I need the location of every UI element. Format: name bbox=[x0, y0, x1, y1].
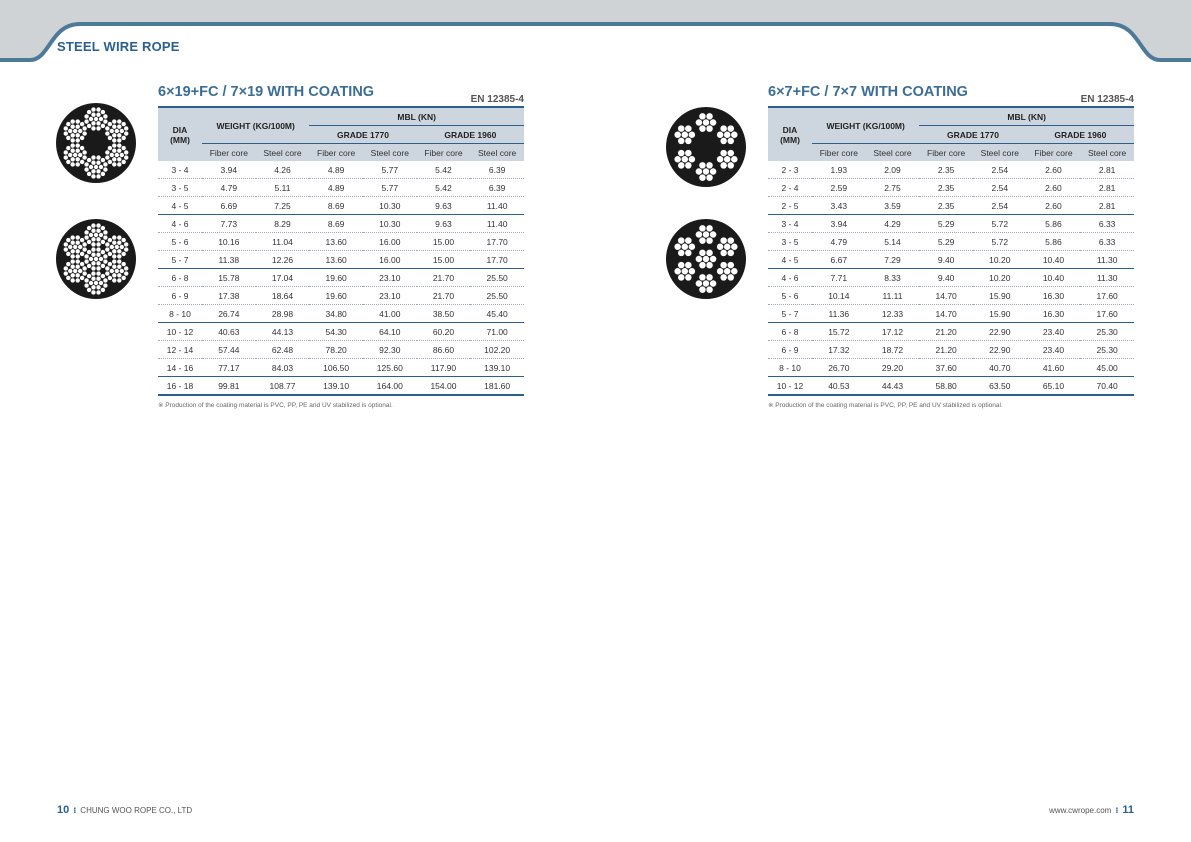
table-row bbox=[158, 323, 524, 341]
value-cell: 6.67 bbox=[812, 251, 866, 269]
dia-cell: 2 - 4 bbox=[768, 179, 812, 197]
value-cell: 17.12 bbox=[866, 323, 920, 341]
table-row bbox=[768, 197, 1134, 215]
value-cell: 15.00 bbox=[417, 233, 471, 251]
value-cell: 23.10 bbox=[363, 269, 417, 287]
website-link[interactable]: www.cwrope.com bbox=[1049, 806, 1112, 815]
table-row bbox=[158, 215, 524, 233]
value-cell: 54.30 bbox=[309, 323, 363, 341]
fiber-core-header: Fiber core bbox=[309, 144, 363, 162]
value-cell: 25.30 bbox=[1080, 323, 1134, 341]
value-cell: 71.00 bbox=[470, 323, 524, 341]
value-cell: 6.39 bbox=[470, 161, 524, 179]
value-cell: 181.60 bbox=[470, 377, 524, 396]
dia-cell: 5 - 6 bbox=[158, 233, 202, 251]
table-row bbox=[158, 305, 524, 323]
value-cell: 139.10 bbox=[309, 377, 363, 396]
value-cell: 7.25 bbox=[256, 197, 310, 215]
value-cell: 21.20 bbox=[919, 323, 973, 341]
value-cell: 7.73 bbox=[202, 215, 256, 233]
dia-cell: 3 - 4 bbox=[768, 215, 812, 233]
value-cell: 10.30 bbox=[363, 215, 417, 233]
value-cell: 9.40 bbox=[919, 251, 973, 269]
value-cell: 154.00 bbox=[417, 377, 471, 396]
rope-7x7-iwrc-icon bbox=[666, 216, 746, 302]
steel-core-header: Steel core bbox=[1080, 144, 1134, 162]
value-cell: 25.30 bbox=[1080, 341, 1134, 359]
footer-right bbox=[1049, 804, 1134, 816]
value-cell: 11.04 bbox=[256, 233, 310, 251]
value-cell: 5.42 bbox=[417, 179, 471, 197]
dia-cell: 6 - 8 bbox=[768, 323, 812, 341]
value-cell: 10.40 bbox=[1027, 251, 1081, 269]
value-cell: 2.59 bbox=[812, 179, 866, 197]
table-row bbox=[768, 161, 1134, 179]
table-row bbox=[158, 251, 524, 269]
value-cell: 125.60 bbox=[363, 359, 417, 377]
table-row bbox=[768, 287, 1134, 305]
value-cell: 13.60 bbox=[309, 233, 363, 251]
rope-7x19-iwrc-icon bbox=[56, 216, 136, 302]
value-cell: 2.60 bbox=[1027, 197, 1081, 215]
dia-cell: 6 - 9 bbox=[158, 287, 202, 305]
footer-separator: ⁝ bbox=[73, 806, 77, 815]
steel-core-header: Steel core bbox=[866, 144, 920, 162]
value-cell: 6.69 bbox=[202, 197, 256, 215]
value-cell: 2.35 bbox=[919, 161, 973, 179]
value-cell: 5.29 bbox=[919, 233, 973, 251]
value-cell: 7.71 bbox=[812, 269, 866, 287]
table-row bbox=[768, 233, 1134, 251]
value-cell: 16.30 bbox=[1027, 287, 1081, 305]
value-cell: 11.40 bbox=[470, 215, 524, 233]
value-cell: 5.86 bbox=[1027, 233, 1081, 251]
value-cell: 11.30 bbox=[1080, 251, 1134, 269]
dia-cell: 3 - 5 bbox=[768, 233, 812, 251]
left-table-body bbox=[158, 161, 524, 395]
value-cell: 40.63 bbox=[202, 323, 256, 341]
value-cell: 8.29 bbox=[256, 215, 310, 233]
value-cell: 10.30 bbox=[363, 197, 417, 215]
value-cell: 23.40 bbox=[1027, 323, 1081, 341]
value-cell: 5.42 bbox=[417, 161, 471, 179]
value-cell: 60.20 bbox=[417, 323, 471, 341]
value-cell: 117.90 bbox=[417, 359, 471, 377]
value-cell: 70.40 bbox=[1080, 377, 1134, 396]
value-cell: 44.43 bbox=[866, 377, 920, 396]
table-row bbox=[768, 359, 1134, 377]
value-cell: 25.50 bbox=[470, 287, 524, 305]
value-cell: 21.70 bbox=[417, 269, 471, 287]
table-row bbox=[768, 215, 1134, 233]
right-coating-note: ※ Production of the coating material is PVC, PP, PE and UV stabilized is optional. bbox=[768, 402, 1003, 409]
value-cell: 45.00 bbox=[1080, 359, 1134, 377]
value-cell: 5.72 bbox=[973, 233, 1027, 251]
value-cell: 3.59 bbox=[866, 197, 920, 215]
value-cell: 18.72 bbox=[866, 341, 920, 359]
left-coating-note: ※ Production of the coating material is PVC, PP, PE and UV stabilized is optional. bbox=[158, 402, 393, 409]
steel-core-header: Steel core bbox=[973, 144, 1027, 162]
value-cell: 84.03 bbox=[256, 359, 310, 377]
value-cell: 15.90 bbox=[973, 305, 1027, 323]
left-spec-table bbox=[158, 106, 524, 396]
value-cell: 6.39 bbox=[470, 179, 524, 197]
value-cell: 9.63 bbox=[417, 197, 471, 215]
value-cell: 19.60 bbox=[309, 269, 363, 287]
dia-cell: 4 - 6 bbox=[158, 215, 202, 233]
dia-cell: 12 - 14 bbox=[158, 341, 202, 359]
left-section-title bbox=[158, 82, 524, 104]
value-cell: 11.11 bbox=[866, 287, 920, 305]
grade-1770-header: GRADE 1770 bbox=[309, 126, 416, 144]
table-row bbox=[158, 287, 524, 305]
dia-cell: 8 - 10 bbox=[768, 359, 812, 377]
value-cell: 10.16 bbox=[202, 233, 256, 251]
right-standard-label: EN 12385-4 bbox=[1080, 94, 1134, 105]
value-cell: 10.20 bbox=[973, 251, 1027, 269]
value-cell: 17.32 bbox=[812, 341, 866, 359]
value-cell: 58.80 bbox=[919, 377, 973, 396]
grade-1770-header: GRADE 1770 bbox=[919, 126, 1026, 144]
value-cell: 16.00 bbox=[363, 233, 417, 251]
value-cell: 13.60 bbox=[309, 251, 363, 269]
dia-cell: 8 - 10 bbox=[158, 305, 202, 323]
value-cell: 14.70 bbox=[919, 305, 973, 323]
value-cell: 2.54 bbox=[973, 179, 1027, 197]
value-cell: 19.60 bbox=[309, 287, 363, 305]
value-cell: 21.20 bbox=[919, 341, 973, 359]
value-cell: 92.30 bbox=[363, 341, 417, 359]
value-cell: 4.29 bbox=[866, 215, 920, 233]
value-cell: 62.48 bbox=[256, 341, 310, 359]
value-cell: 16.30 bbox=[1027, 305, 1081, 323]
value-cell: 5.77 bbox=[363, 161, 417, 179]
dia-cell: 6 - 8 bbox=[158, 269, 202, 287]
value-cell: 4.89 bbox=[309, 179, 363, 197]
value-cell: 10.14 bbox=[812, 287, 866, 305]
value-cell: 64.10 bbox=[363, 323, 417, 341]
dia-cell: 2 - 3 bbox=[768, 161, 812, 179]
value-cell: 2.54 bbox=[973, 161, 1027, 179]
value-cell: 11.40 bbox=[470, 197, 524, 215]
table-row bbox=[768, 377, 1134, 396]
value-cell: 1.93 bbox=[812, 161, 866, 179]
header-band bbox=[0, 0, 1191, 70]
value-cell: 23.10 bbox=[363, 287, 417, 305]
dia-cell: 5 - 7 bbox=[768, 305, 812, 323]
value-cell: 2.75 bbox=[866, 179, 920, 197]
value-cell: 3.43 bbox=[812, 197, 866, 215]
dia-cell: 4 - 5 bbox=[768, 251, 812, 269]
value-cell: 38.50 bbox=[417, 305, 471, 323]
fiber-core-header: Fiber core bbox=[812, 144, 866, 162]
value-cell: 7.29 bbox=[866, 251, 920, 269]
right-page-number: 11 bbox=[1122, 804, 1134, 816]
value-cell: 21.70 bbox=[417, 287, 471, 305]
value-cell: 5.11 bbox=[256, 179, 310, 197]
value-cell: 5.72 bbox=[973, 215, 1027, 233]
table-row bbox=[158, 161, 524, 179]
value-cell: 2.54 bbox=[973, 197, 1027, 215]
steel-core-header: Steel core bbox=[470, 144, 524, 162]
rope-6x19-fc-icon bbox=[56, 100, 136, 186]
dia-cell: 5 - 7 bbox=[158, 251, 202, 269]
dia-cell: 5 - 6 bbox=[768, 287, 812, 305]
fiber-core-header: Fiber core bbox=[919, 144, 973, 162]
dia-cell: 3 - 4 bbox=[158, 161, 202, 179]
value-cell: 37.60 bbox=[919, 359, 973, 377]
value-cell: 8.69 bbox=[309, 197, 363, 215]
value-cell: 63.50 bbox=[973, 377, 1027, 396]
value-cell: 17.38 bbox=[202, 287, 256, 305]
value-cell: 11.38 bbox=[202, 251, 256, 269]
dia-cell: 3 - 5 bbox=[158, 179, 202, 197]
table-row bbox=[158, 341, 524, 359]
value-cell: 44.13 bbox=[256, 323, 310, 341]
table-row bbox=[768, 251, 1134, 269]
value-cell: 29.20 bbox=[866, 359, 920, 377]
right-title-text: 6×7+FC / 7×7 WITH COATING bbox=[768, 84, 968, 100]
value-cell: 3.94 bbox=[202, 161, 256, 179]
grade-1960-header: GRADE 1960 bbox=[417, 126, 524, 144]
value-cell: 41.60 bbox=[1027, 359, 1081, 377]
table-row bbox=[158, 359, 524, 377]
value-cell: 25.50 bbox=[470, 269, 524, 287]
dia-cell: 4 - 5 bbox=[158, 197, 202, 215]
table-row bbox=[768, 341, 1134, 359]
value-cell: 11.30 bbox=[1080, 269, 1134, 287]
value-cell: 4.89 bbox=[309, 161, 363, 179]
value-cell: 57.44 bbox=[202, 341, 256, 359]
fiber-core-header: Fiber core bbox=[417, 144, 471, 162]
value-cell: 5.77 bbox=[363, 179, 417, 197]
value-cell: 23.40 bbox=[1027, 341, 1081, 359]
value-cell: 41.00 bbox=[363, 305, 417, 323]
value-cell: 9.40 bbox=[919, 269, 973, 287]
table-row bbox=[158, 233, 524, 251]
value-cell: 16.00 bbox=[363, 251, 417, 269]
value-cell: 2.81 bbox=[1080, 179, 1134, 197]
left-page-number: 10 bbox=[57, 804, 70, 816]
value-cell: 8.33 bbox=[866, 269, 920, 287]
rope-6x7-fc-icon bbox=[666, 104, 746, 190]
value-cell: 2.60 bbox=[1027, 179, 1081, 197]
dia-cell: 16 - 18 bbox=[158, 377, 202, 396]
value-cell: 108.77 bbox=[256, 377, 310, 396]
table-row bbox=[158, 269, 524, 287]
table-row bbox=[768, 305, 1134, 323]
right-spec-section bbox=[768, 82, 1134, 409]
table-row bbox=[768, 323, 1134, 341]
value-cell: 2.60 bbox=[1027, 161, 1081, 179]
dia-cell: 6 - 9 bbox=[768, 341, 812, 359]
value-cell: 17.70 bbox=[470, 251, 524, 269]
footer-separator: ⁝ bbox=[1115, 806, 1119, 815]
right-spec-table bbox=[768, 106, 1134, 396]
value-cell: 65.10 bbox=[1027, 377, 1081, 396]
fiber-core-header: Fiber core bbox=[202, 144, 256, 162]
table-row bbox=[158, 197, 524, 215]
table-row bbox=[768, 269, 1134, 287]
value-cell: 40.70 bbox=[973, 359, 1027, 377]
value-cell: 164.00 bbox=[363, 377, 417, 396]
value-cell: 5.29 bbox=[919, 215, 973, 233]
value-cell: 3.94 bbox=[812, 215, 866, 233]
grade-1960-header: GRADE 1960 bbox=[1027, 126, 1134, 144]
value-cell: 28.98 bbox=[256, 305, 310, 323]
value-cell: 40.53 bbox=[812, 377, 866, 396]
value-cell: 86.60 bbox=[417, 341, 471, 359]
value-cell: 15.00 bbox=[417, 251, 471, 269]
left-standard-label: EN 12385-4 bbox=[470, 94, 524, 105]
value-cell: 2.35 bbox=[919, 197, 973, 215]
value-cell: 10.20 bbox=[973, 269, 1027, 287]
value-cell: 5.86 bbox=[1027, 215, 1081, 233]
value-cell: 2.09 bbox=[866, 161, 920, 179]
value-cell: 4.79 bbox=[812, 233, 866, 251]
value-cell: 17.60 bbox=[1080, 305, 1134, 323]
value-cell: 15.90 bbox=[973, 287, 1027, 305]
value-cell: 11.36 bbox=[812, 305, 866, 323]
value-cell: 15.72 bbox=[812, 323, 866, 341]
value-cell: 2.81 bbox=[1080, 161, 1134, 179]
table-row bbox=[158, 179, 524, 197]
steel-core-header: Steel core bbox=[256, 144, 310, 162]
value-cell: 5.14 bbox=[866, 233, 920, 251]
value-cell: 4.26 bbox=[256, 161, 310, 179]
value-cell: 17.70 bbox=[470, 233, 524, 251]
right-table-body bbox=[768, 161, 1134, 395]
dia-header: DIA (MM) bbox=[158, 107, 202, 161]
weight-header: WEIGHT (KG/100M) bbox=[202, 107, 309, 144]
footer-left bbox=[57, 804, 192, 816]
value-cell: 12.26 bbox=[256, 251, 310, 269]
value-cell: 22.90 bbox=[973, 341, 1027, 359]
right-section-title bbox=[768, 82, 1134, 104]
value-cell: 78.20 bbox=[309, 341, 363, 359]
value-cell: 45.40 bbox=[470, 305, 524, 323]
mbl-header: MBL (KN) bbox=[919, 107, 1134, 126]
dia-cell: 14 - 16 bbox=[158, 359, 202, 377]
value-cell: 17.04 bbox=[256, 269, 310, 287]
value-cell: 2.35 bbox=[919, 179, 973, 197]
value-cell: 8.69 bbox=[309, 215, 363, 233]
left-spec-section bbox=[158, 82, 524, 409]
value-cell: 4.79 bbox=[202, 179, 256, 197]
dia-cell: 4 - 6 bbox=[768, 269, 812, 287]
value-cell: 106.50 bbox=[309, 359, 363, 377]
value-cell: 18.64 bbox=[256, 287, 310, 305]
dia-cell: 2 - 5 bbox=[768, 197, 812, 215]
value-cell: 22.90 bbox=[973, 323, 1027, 341]
value-cell: 139.10 bbox=[470, 359, 524, 377]
value-cell: 77.17 bbox=[202, 359, 256, 377]
value-cell: 9.63 bbox=[417, 215, 471, 233]
dia-header: DIA (MM) bbox=[768, 107, 812, 161]
fiber-core-header: Fiber core bbox=[1027, 144, 1081, 162]
value-cell: 17.60 bbox=[1080, 287, 1134, 305]
value-cell: 14.70 bbox=[919, 287, 973, 305]
value-cell: 12.33 bbox=[866, 305, 920, 323]
dia-cell: 10 - 12 bbox=[768, 377, 812, 396]
mbl-header: MBL (KN) bbox=[309, 107, 524, 126]
value-cell: 2.81 bbox=[1080, 197, 1134, 215]
left-title-text: 6×19+FC / 7×19 WITH COATING bbox=[158, 84, 375, 100]
value-cell: 102.20 bbox=[470, 341, 524, 359]
value-cell: 99.81 bbox=[202, 377, 256, 396]
value-cell: 15.78 bbox=[202, 269, 256, 287]
dia-cell: 10 - 12 bbox=[158, 323, 202, 341]
value-cell: 6.33 bbox=[1080, 233, 1134, 251]
value-cell: 6.33 bbox=[1080, 215, 1134, 233]
company-name: CHUNG WOO ROPE CO., LTD bbox=[80, 806, 193, 815]
table-row bbox=[158, 377, 524, 396]
value-cell: 26.70 bbox=[812, 359, 866, 377]
page-header-title: STEEL WIRE ROPE bbox=[57, 39, 180, 54]
value-cell: 34.80 bbox=[309, 305, 363, 323]
weight-header: WEIGHT (KG/100M) bbox=[812, 107, 919, 144]
value-cell: 26.74 bbox=[202, 305, 256, 323]
value-cell: 10.40 bbox=[1027, 269, 1081, 287]
table-row bbox=[768, 179, 1134, 197]
steel-core-header: Steel core bbox=[363, 144, 417, 162]
